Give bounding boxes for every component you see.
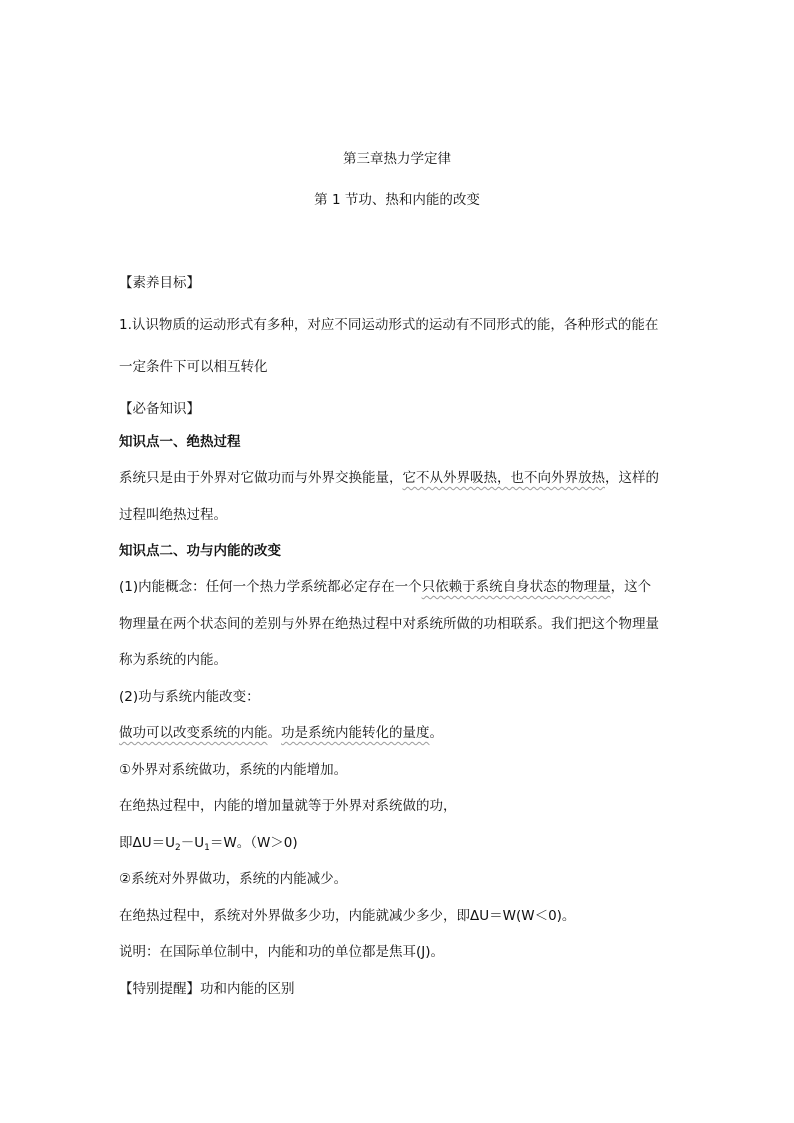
- eq-suffix: ＝W。（W＞0): [209, 835, 298, 851]
- concept-text-a: (1)内能概念：任何一个热力学系统都必定存在一个: [119, 579, 422, 595]
- point-1-detail: 在绝热过程中，内能的增加量就等于外界对系统做的功，: [119, 798, 457, 814]
- kp2-title: 知识点二、功与内能的改变: [119, 543, 281, 559]
- point-2-detail: 在绝热过程中，系统对外界做多少功，内能就减少多少，即ΔU＝W(W＜0)。: [119, 908, 576, 924]
- concept-line-2: 物理量在两个状态间的差别与外界在绝热过程中对系统所做的功相联系。我们把这个物理量: [119, 616, 659, 632]
- work-energy-line-1: [119, 724, 443, 742]
- concept-text-c: ，这个: [610, 579, 652, 595]
- knowledge-header: 【必备知识】: [119, 401, 200, 417]
- goal-line-2: 一定条件下可以相互转化: [119, 359, 268, 375]
- chapter-title: 第三章热力学定律: [343, 151, 451, 167]
- kp1-key-phrase: 它不从外界吸热，也不向外界放热: [402, 470, 605, 486]
- unit-note: 说明：在国际单位制中，内能和功的单位都是焦耳(J)。: [119, 944, 445, 960]
- tip-label: 【特别提醒】: [119, 981, 200, 997]
- section-title: 第 1 节功、热和内能的改变: [314, 192, 480, 208]
- eq-prefix: 即ΔU＝U: [119, 835, 175, 851]
- period-2: 。: [429, 725, 443, 741]
- work-key-phrase-1: 做功可以改变系统的内能: [119, 725, 268, 741]
- kp1-text-c: ，这样的: [605, 470, 659, 486]
- equation-line: [119, 834, 298, 852]
- work-key-phrase-2: 功是系统内能转化的量度: [281, 725, 430, 741]
- eq-sub-2: 2: [175, 843, 181, 853]
- tip-line: [119, 980, 295, 998]
- work-energy-title: (2)功与系统内能改变：: [119, 689, 260, 705]
- kp1-title: 知识点一、绝热过程: [119, 434, 241, 450]
- kp1-paragraph-line-1: [119, 469, 659, 487]
- period-1: 。: [267, 725, 281, 741]
- goals-header: 【素养目标】: [119, 275, 200, 291]
- concept-line-3: 称为系统的内能。: [119, 652, 227, 668]
- tip-text: 功和内能的区别: [200, 981, 295, 997]
- eq-mid: －U: [180, 835, 205, 851]
- concept-key-phrase: 只依赖于系统自身状态的物理量: [421, 579, 611, 595]
- point-1: ①外界对系统做功，系统的内能增加。: [119, 762, 348, 778]
- eq-sub-1: 1: [204, 843, 210, 853]
- goal-line-1: 1.认识物质的运动形式有多种，对应不同运动形式的运动有不同形式的能，各种形式的能在: [119, 317, 659, 333]
- kp1-paragraph-line-2: 过程叫绝热过程。: [119, 507, 227, 523]
- point-2: ②系统对外界做功，系统的内能减少。: [119, 871, 348, 887]
- kp1-text-a: 系统只是由于外界对它做功而与外界交换能量，: [119, 470, 403, 486]
- concept-line-1: [119, 578, 651, 596]
